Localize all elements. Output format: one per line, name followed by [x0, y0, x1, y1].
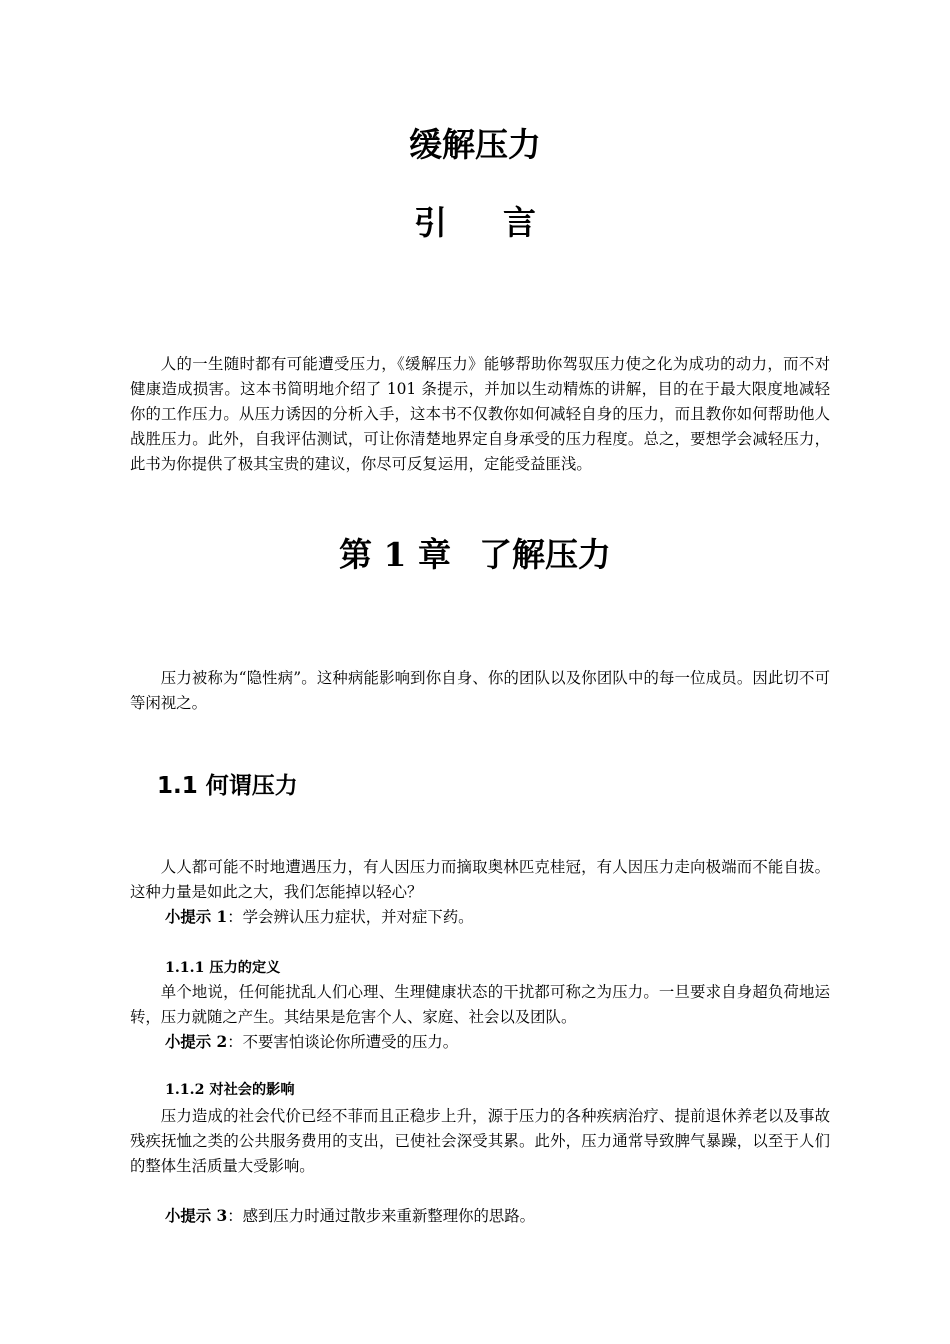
tip-1	[165, 905, 474, 930]
chapter-name: 了解压力	[478, 535, 611, 574]
tip-2-text: ：不要害怕谈论你所遭受的压力。	[227, 1033, 459, 1051]
intro-title	[0, 200, 950, 246]
tip-1-text: ：学会辨认压力症状，并对症下药。	[227, 908, 474, 926]
subsection-1-paragraph: 单个地说，任何能扰乱人们心理、生理健康状态的干扰都可称之为压力。一旦要求自身超负荷地运转，压力就随之产生。其结果是危害个人、家庭、社会以及团队。	[130, 983, 830, 1026]
intro-paragraph: 人的一生随时都有可能遭受压力，《缓解压力》能够帮助你驾驭压力使之化为成功的动力，而不对健康造成损害。这本书简明地介绍了 101 条提示，并加以生动精炼的讲解，目的在于最大限度地减轻你的工作压力。从压力诱因的分析入手，这本书不仅教你如何减轻自身的压力，而且教你如何帮助他人战胜压力。此外，自我评估测试，可让你清楚地界定自身承受的压力程度。总之，要想学会减轻压力，此书为你提供了极其宝贵的建议，你尽可反复运用，定能受益匪浅。	[130, 355, 830, 473]
tip-1-label: 小提示 1	[165, 908, 228, 926]
tip-2-label: 小提示 2	[165, 1033, 228, 1051]
subsection-2-paragraph: 压力造成的社会代价已经不菲而且正稳步上升，源于压力的各种疾病治疗、提前退休养老以及事故残疾抚恤之类的公共服务费用的支出，已使社会深受其累。此外，压力通常导致脾气暴躁，以至于人们的整体生活质量大受影响。	[130, 1107, 830, 1175]
section-title: 1.1 何谓压力	[157, 773, 298, 799]
chapter-title	[0, 532, 950, 578]
subsection-1-title: 1.1.1 压力的定义	[165, 960, 281, 976]
intro-title-right: 言	[503, 203, 536, 242]
tip-3-label: 小提示 3	[165, 1207, 228, 1225]
intro-title-left: 引	[414, 203, 447, 242]
tip-3	[165, 1204, 535, 1229]
chapter-paragraph: 压力被称为“隐性病”。这种病能影响到你自身、你的团队以及你团队中的每一位成员。因此切不可等闲视之。	[130, 669, 830, 712]
section-paragraph: 人人都可能不时地遭遇压力，有人因压力而摘取奥林匹克桂冠，有人因压力走向极端而不能自拔。这种力量是如此之大，我们怎能掉以轻心？	[130, 858, 830, 901]
subsection-2-title: 1.1.2 对社会的影响	[165, 1082, 295, 1098]
tip-2	[165, 1030, 458, 1055]
book-title: 缓解压力	[409, 125, 541, 164]
chapter-number: 第 1 章	[339, 535, 451, 574]
tip-3-text: ：感到压力时通过散步来重新整理你的思路。	[227, 1207, 536, 1225]
